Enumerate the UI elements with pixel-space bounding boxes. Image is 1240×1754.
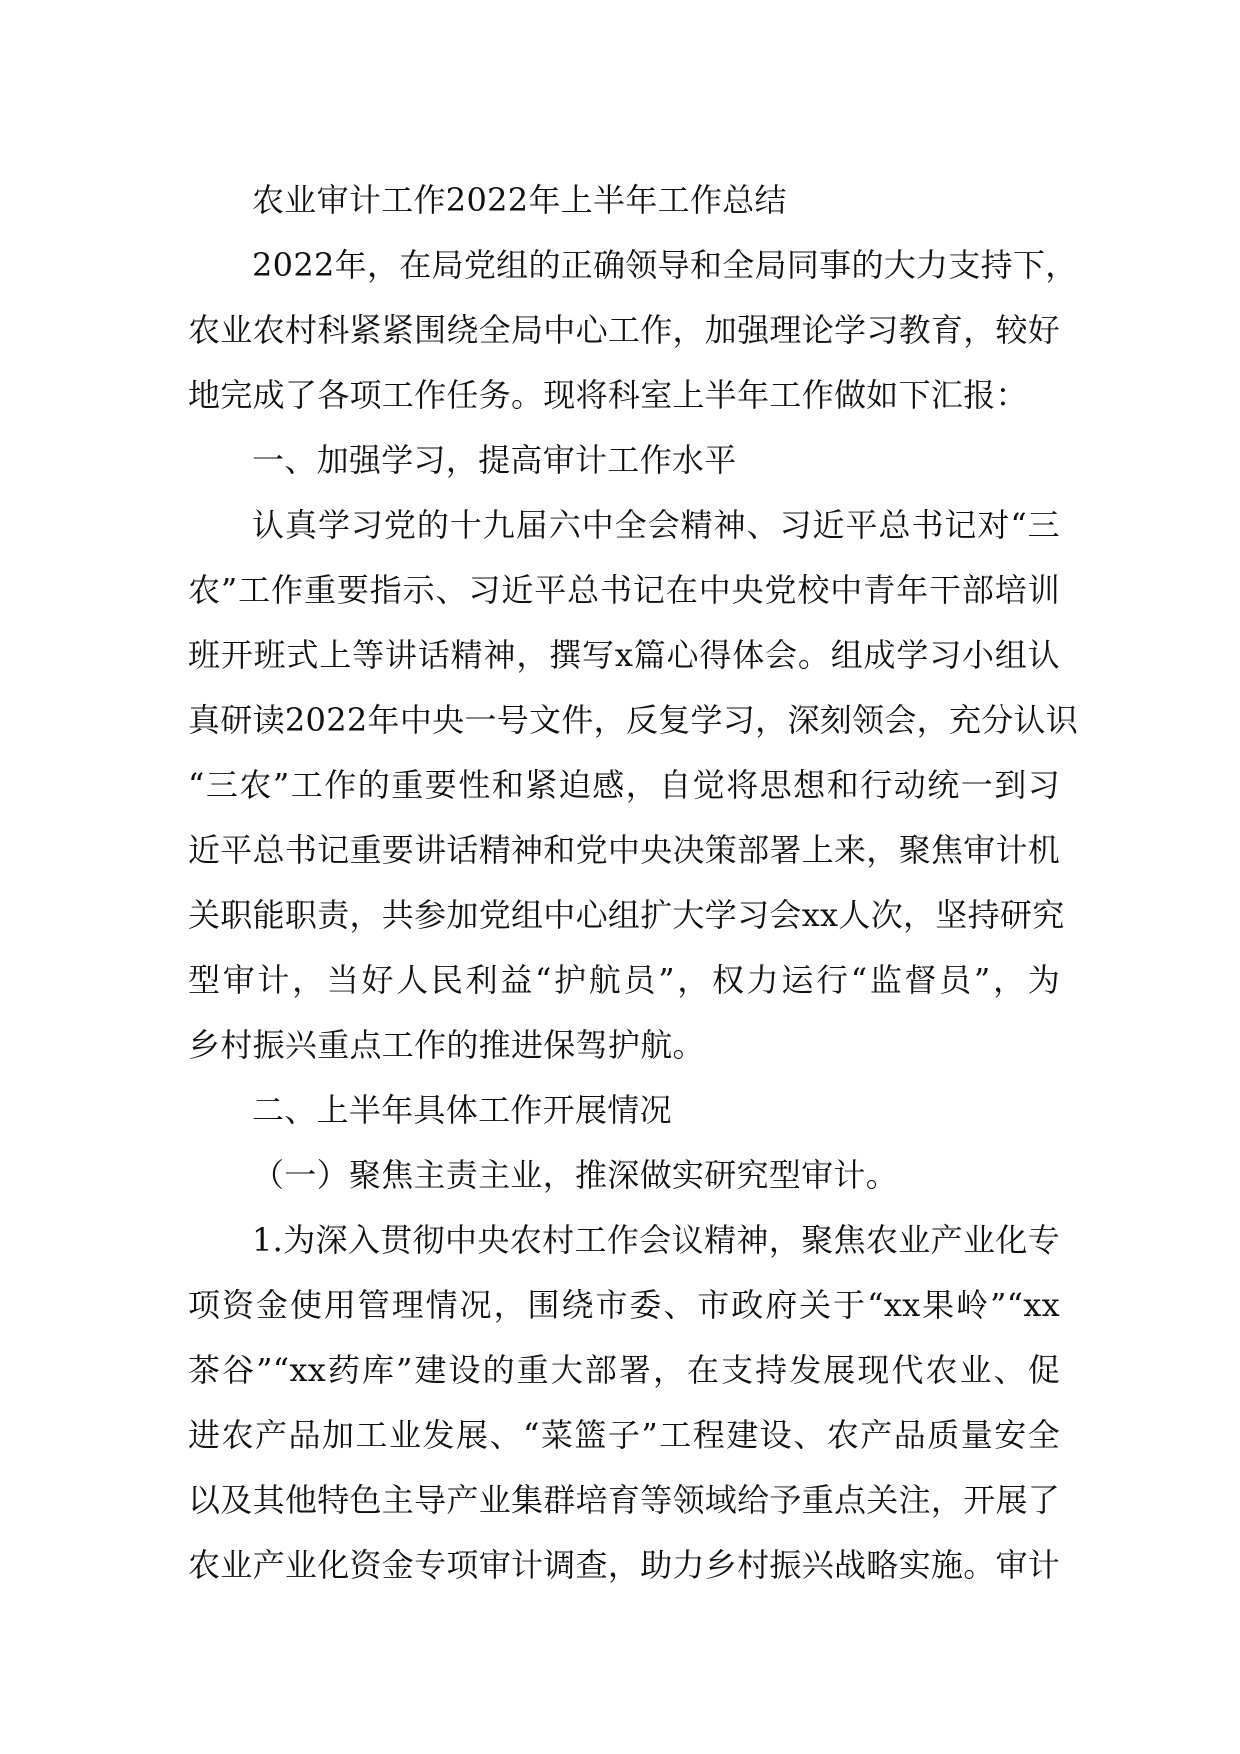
paragraph-line: 地完成了各项工作任务。现将科室上半年工作做如下汇报： (188, 376, 1028, 414)
paragraph-line: 项资金使用管理情况，围绕市委、市政府关于“xx果岭”“xx (188, 1286, 1060, 1324)
paragraph-line: “三农”工作的重要性和紧迫感，自觉将思想和行动统一到习 (188, 766, 1060, 804)
paragraph-line: 1.为深入贯彻中央农村工作会议精神，聚焦农业产业化专 (252, 1221, 1060, 1259)
paragraph-line: 农业农村科紧紧围绕全局中心工作，加强理论学习教育，较好 (188, 311, 1061, 349)
paragraph-line: 农业产业化资金专项审计调查，助力乡村振兴战略实施。审计 (188, 1546, 1061, 1584)
paragraph-line: 乡村振兴重点工作的推进保驾护航。 (188, 1026, 705, 1064)
paragraph-line: 2022年，在局党组的正确领导和全局同事的大力支持下， (252, 246, 1078, 284)
paragraph-line: 近平总书记重要讲话精神和党中央决策部署上来，聚焦审计机 (188, 831, 1061, 869)
paragraph-line: 进农产品加工业发展、“菜篮子”工程建设、农产品质量安全 (188, 1416, 1060, 1454)
section-heading: 一、加强学习，提高审计工作水平 (252, 441, 737, 479)
paragraph-line: 班开班式上等讲话精神，撰写x篇心得体会。组成学习小组认 (188, 636, 1060, 674)
paragraph-line: 茶谷”“xx药库”建设的重大部署，在支持发展现代农业、促 (188, 1351, 1060, 1389)
document-body (188, 168, 1079, 1598)
paragraph-line: 农”工作重要指示、习近平总书记在中央党校中青年干部培训 (188, 571, 1060, 609)
subsection-heading: （一）聚焦主责主业，推深做实研究型审计。 (252, 1156, 899, 1194)
paragraph-line: 以及其他特色主导产业集群培育等领域给予重点关注，开展了 (188, 1481, 1061, 1519)
paragraph-line: 认真学习党的十九届六中全会精神、习近平总书记对“三 (252, 506, 1060, 544)
section-heading: 二、上半年具体工作开展情况 (252, 1091, 672, 1129)
paragraph-line: 真研读2022年中央一号文件，反复学习，深刻领会，充分认识 (188, 701, 1079, 739)
paragraph-line: 关职能职责，共参加党组中心组扩大学习会xx人次，坚持研究 (188, 896, 1065, 934)
document-title: 农业审计工作2022年上半年工作总结 (252, 181, 787, 219)
paragraph-line: 型审计，当好人民利益“护航员”，权力运行“监督员”，为 (188, 961, 1060, 999)
